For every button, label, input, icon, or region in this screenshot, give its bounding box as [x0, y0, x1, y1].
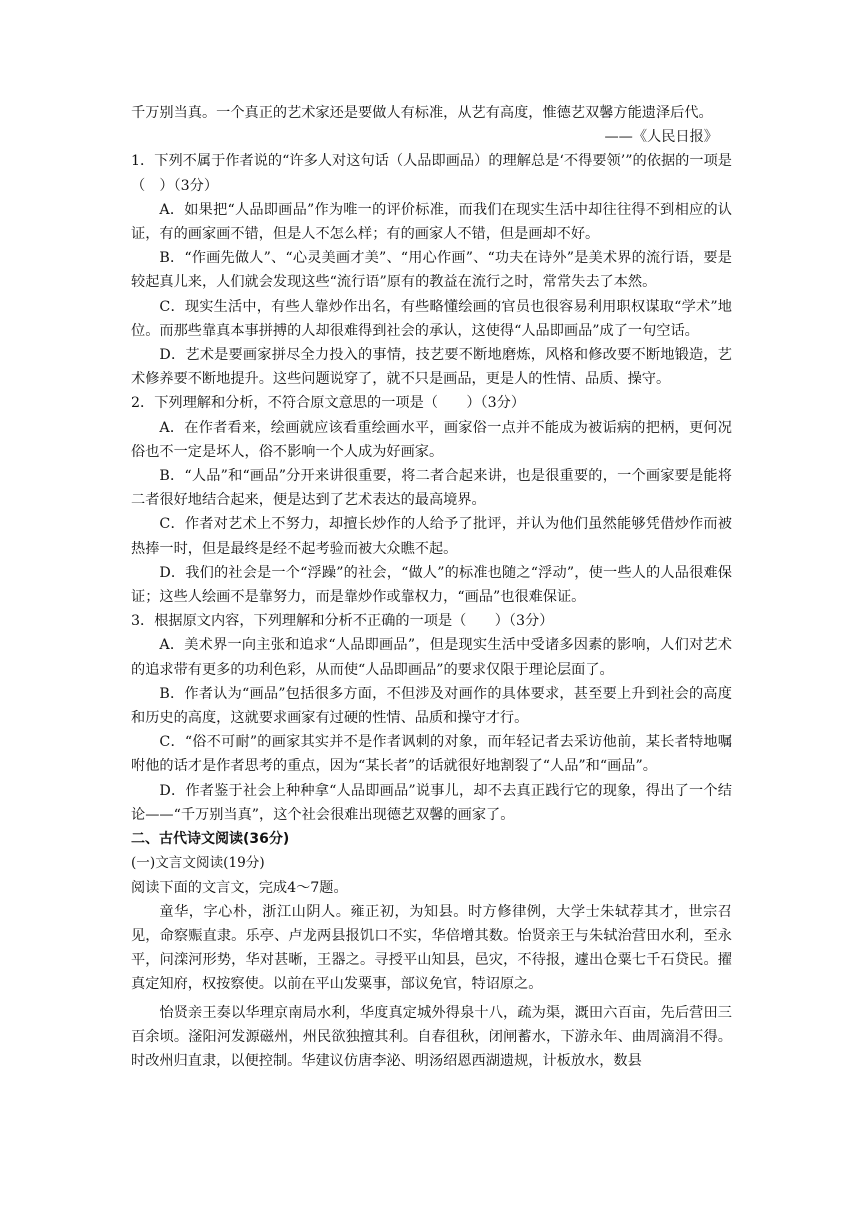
q1-option-b: B．“作画先做人”、“心灵美画才美”、“用心作画”、“功夫在诗外”是美术界的流行语，要是较起真儿来，人们就会发现这些“流行语”原有的教益在流行之时，常常失去了本然。 — [131, 250, 732, 291]
q2-option-b: B．“人品”和“画品”分开来讲很重要，将二者合起来讲，也是很重要的，一个画家要是能将二者很好地结合起来，便是达到了艺术表达的最高境界。 — [131, 468, 732, 509]
reading-instruction: 阅读下面的文言文，完成4～7题。 — [131, 879, 348, 896]
section-heading: 二、古代诗文阅读(36分) — [131, 831, 290, 848]
q1-option-a: A．如果把“人品即画品”作为唯一的评价标准，而我们在现实生活中却往往得不到相应的认证，有的画家画不错，但是人不怎么样；有的画家人不错，但是画却不好。 — [131, 201, 732, 243]
q3-option-c: C．“俗不可耐”的画家其实并不是作者讽刺的对象，而年轻记者去采访他前，某长者特地嘱咐他的话才是作者思考的重点，因为“某长者”的话就很好地割裂了“人品”和“画品”。 — [131, 734, 732, 775]
intro-line: 千万别当真。一个真正的艺术家还是要做人有标准，从艺有高度，惟德艺双馨方能遗泽后代。 — [131, 105, 713, 121]
q2-option-c: C．作者对艺术上不努力，却擅长炒作的人给予了批评，并认为他们虽然能够凭借炒作而被热捧一时，但是最终是经不起考验而被大众瞧不起。 — [131, 516, 732, 557]
question-1: 1．下列不属于作者说的“许多人对这句话（人品即画品）的理解总是‘不得要领’”的依据的一项是（ ）（3分） — [131, 153, 732, 194]
question-2: 2．下列理解和分析，不符合原文意思的一项是（ ）（3分） — [131, 395, 526, 412]
q1-option-d: D．艺术是要画家拼尽全力投入的事情，技艺要不断地磨炼，风格和修改要不断地锻造，艺术修养要不断地提升。这些问题说穿了，就不只是画品，更是人的性情、品质、操守。 — [131, 347, 732, 388]
classical-text-paragraph-1: 童华，字心朴，浙江山阴人。雍正初，为知县。时方修律例，大学士朱轼荐其才，世宗召见，命察赈直隶。乐亭、卢龙两县报饥口不实，华倍增其数。怡贤亲王与朱轼治营田水利，至永平，问滦河形势，华对甚晰，王器之。寻授平山知县，邑灾，不待报，遽出仓粟七千石贷民。擢真定知府，权按察使。以前在平山发粟事，部议免官，特诏原之。 — [131, 903, 732, 993]
q3-option-d: D．作者鉴于社会上种种拿“人品即画品”说事儿，却不去真正践行它的现象，得出了一个结论——“千万别当真”，这个社会很难出现德艺双馨的画家了。 — [131, 782, 732, 823]
q2-option-d: D．我们的社会是一个“浮躁”的社会，“做人”的标准也随之“浮动”，使一些人的人品很难保证；这些人绘画不是靠努力，而是靠炒作或靠权力，“画品”也很难保证。 — [131, 564, 732, 606]
question-3: 3．根据原文内容，下列理解和分析不正确的一项是（ ）（3分） — [131, 613, 554, 630]
q2-option-a: A．在作者看来，绘画就应该看重绘画水平，画家俗一点并不能成为被诟病的把柄，更何况俗也不一定是坏人，俗不影响一个人成为好画家。 — [131, 419, 732, 460]
q3-option-a: A．美术界一向主张和追求“人品即画品”，但是现实生活中受诸多因素的影响，人们对艺术的追求带有更多的功利色彩，从而使“人品即画品”的要求仅限于理论层面了。 — [131, 637, 732, 678]
q3-option-b: B．作者认为“画品”包括很多方面，不但涉及对画作的具体要求，甚至要上升到社会的高度和历史的高度，这就要求画家有过硬的性情、品质和操守才行。 — [131, 685, 732, 727]
classical-text-paragraph-2: 怡贤亲王奏以华理京南局水利，华度真定城外得泉十八，疏为渠，溉田六百亩，先后营田三百余顷。滏阳河发源磁州，州民欲独擅其利。自春徂秋，闭闸蓄水，下游永年、曲周滴涓不得。时改州归直隶，以便控制。华建议仿唐李泌、明汤绍恩西湖遗规，计板放水，数县 — [131, 1004, 732, 1069]
source-line: ——《人民日报》 — [604, 129, 718, 146]
subsection-heading: (一)文言文阅读(19分) — [131, 855, 265, 872]
q1-option-c: C．现实生活中，有些人靠炒作出名，有些略懂绘画的官员也很容易利用职权谋取“学术”地位。而那些靠真本事拼搏的人却很难得到社会的承认，这使得“人品即画品”成了一句空话。 — [131, 298, 732, 339]
